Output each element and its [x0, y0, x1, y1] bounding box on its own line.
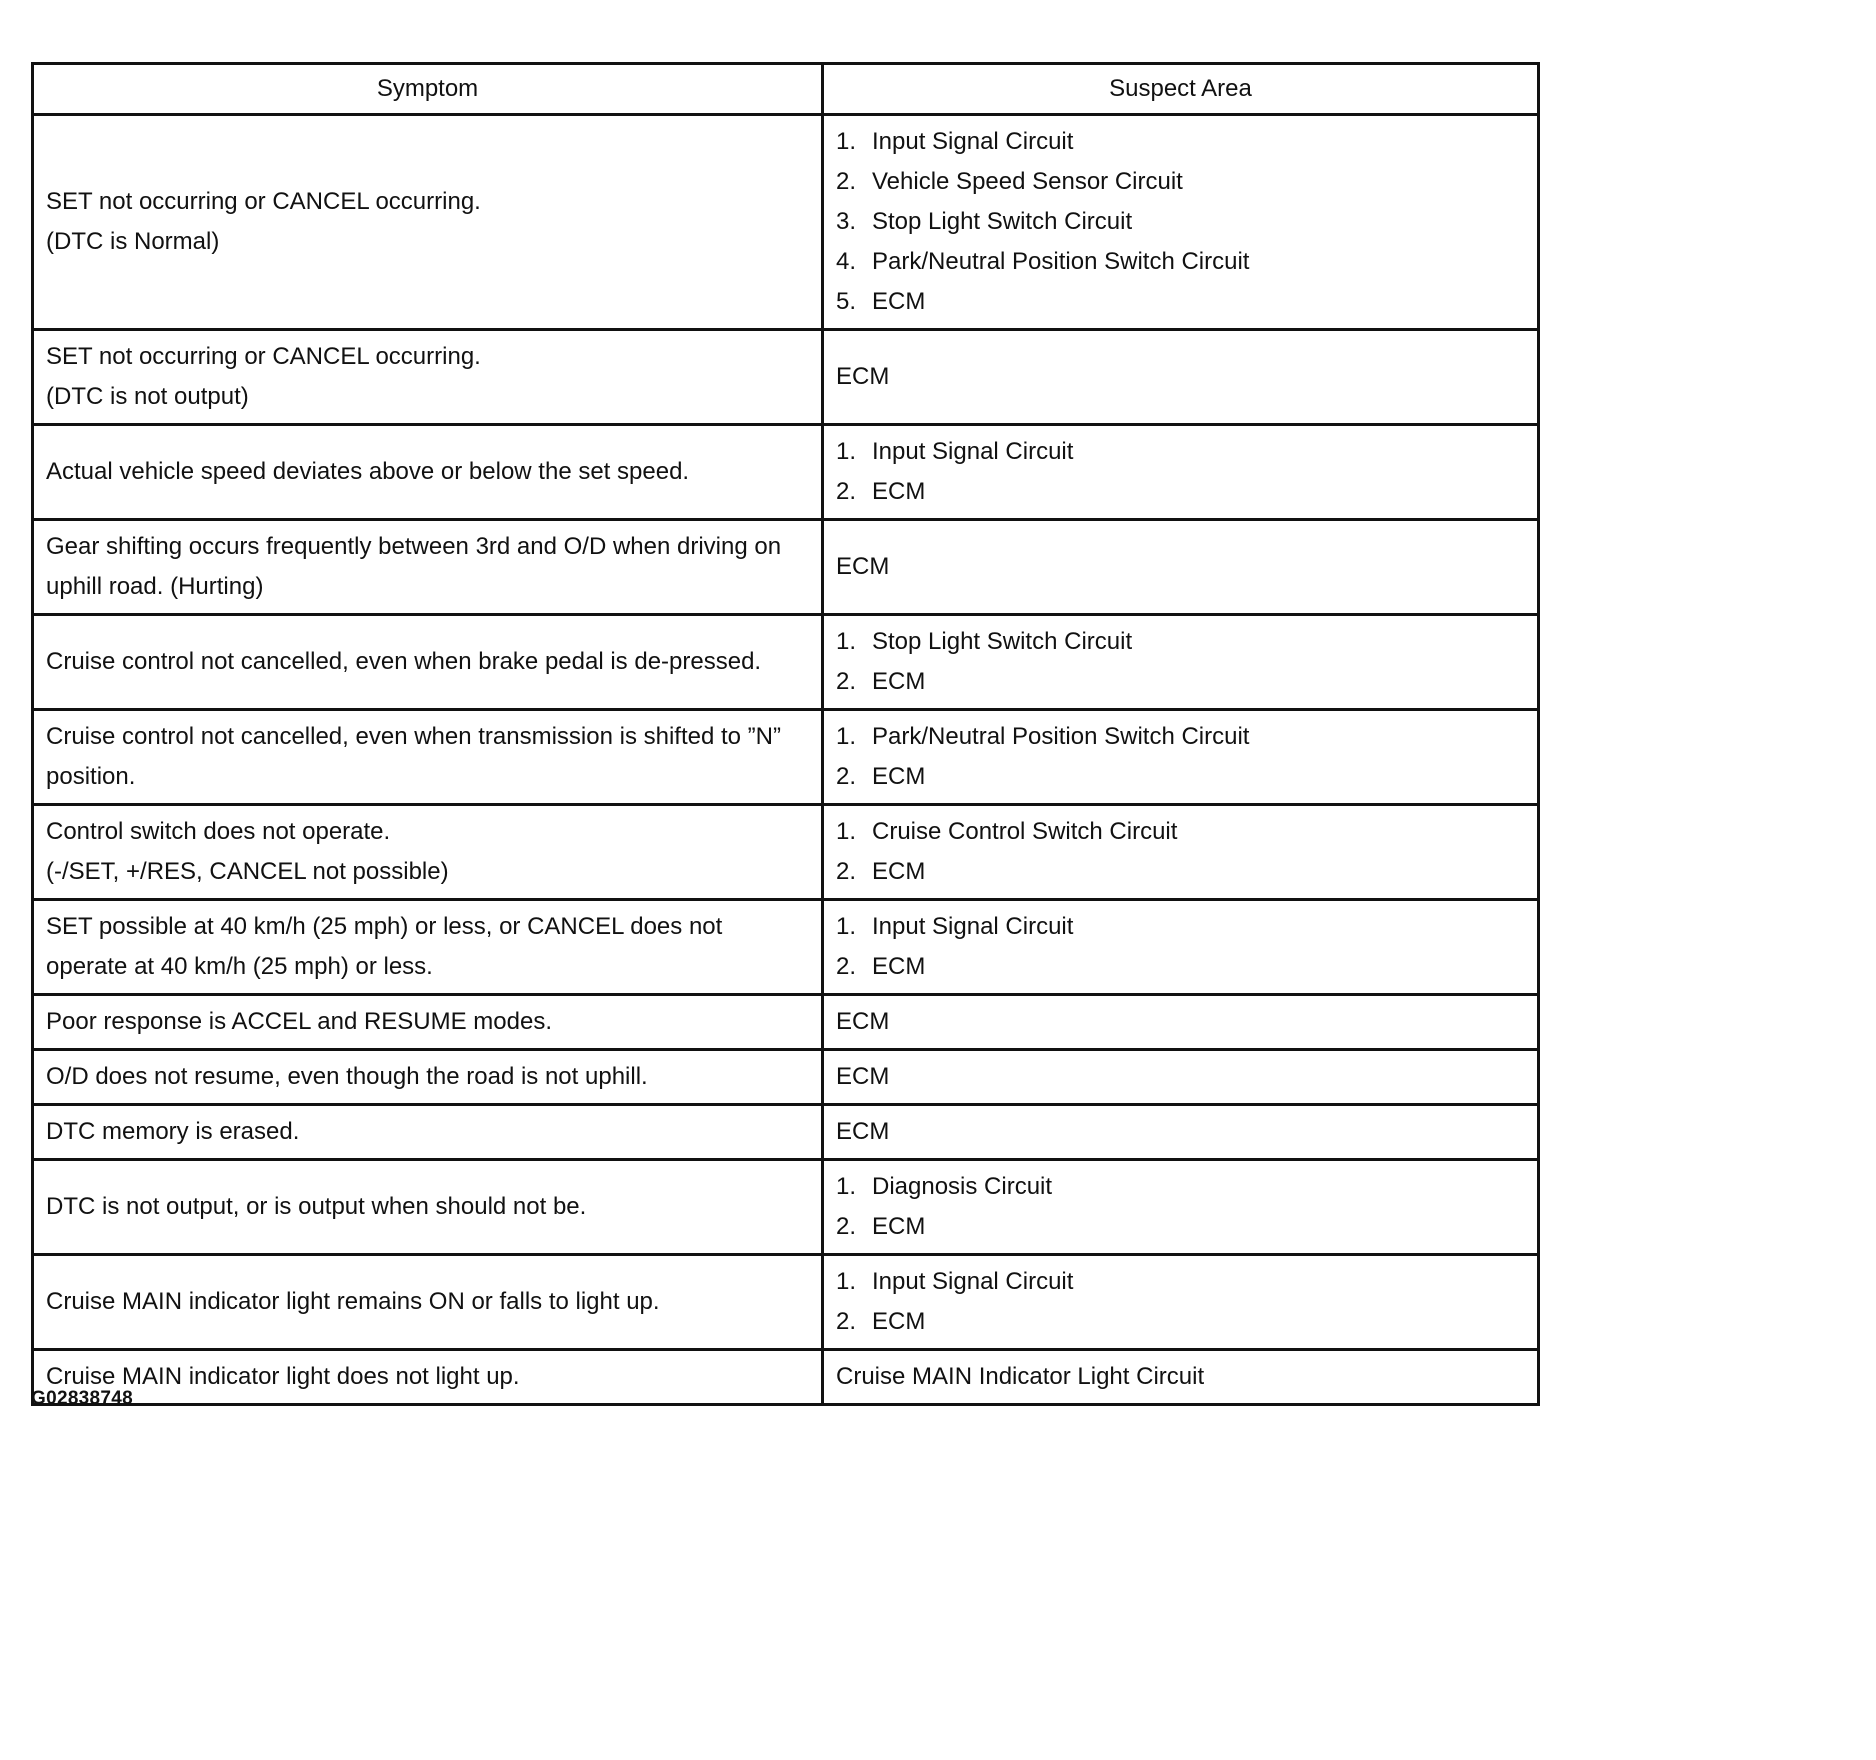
table-row: [33, 710, 1539, 805]
symptom-text: Control switch does not operate.: [46, 818, 391, 845]
symptom-cell: [33, 710, 823, 805]
item-number: 1.: [836, 818, 857, 845]
item-number: 2.: [836, 763, 857, 790]
table-row: [33, 995, 1539, 1050]
symptom-text: Actual vehicle speed deviates above or below the set speed.: [46, 458, 690, 485]
suspect-area-cell: [823, 520, 1539, 615]
suspect-item: [836, 282, 1525, 322]
table-row: [33, 1255, 1539, 1350]
item-number: 5.: [836, 288, 857, 315]
symptom-text: (DTC is Normal): [46, 228, 220, 255]
item-number: 2.: [836, 478, 857, 505]
item-number: 1.: [836, 1173, 857, 1200]
suspect-area-cell: [823, 1160, 1539, 1255]
item-label: ECM: [872, 668, 926, 695]
item-label: Input Signal Circuit: [872, 913, 1074, 940]
symptom-text: Cruise control not cancelled, even when brake pedal is de-pressed.: [46, 648, 762, 675]
table-row: [33, 1160, 1539, 1255]
suspect-item: ECM: [836, 1118, 890, 1145]
item-label: Cruise Control Switch Circuit: [872, 818, 1178, 845]
table-row: [33, 1350, 1539, 1405]
suspect-area-cell: [823, 615, 1539, 710]
symptom-cell: [33, 1350, 823, 1405]
suspect-item: ECM: [836, 363, 890, 390]
item-number: 2.: [836, 858, 857, 885]
symptom-cell: [33, 425, 823, 520]
table-row: [33, 1050, 1539, 1105]
item-number: 1.: [836, 723, 857, 750]
symptom-text: SET possible at 40 km/h (25 mph) or less, or CANCEL does not operate at 40 km/h (25 mph) or less.: [46, 913, 723, 980]
symptom-text: Cruise MAIN indicator light does not light up.: [46, 1363, 520, 1390]
suspect-item: [836, 432, 1525, 472]
item-label: Stop Light Switch Circuit: [872, 208, 1133, 235]
suspect-item: [836, 812, 1525, 852]
item-label: ECM: [872, 1308, 926, 1335]
suspect-item: [836, 122, 1525, 162]
item-number: 1.: [836, 1268, 857, 1295]
symptom-cell: [33, 115, 823, 330]
symptom-text: DTC memory is erased.: [46, 1118, 300, 1145]
symptom-text: SET not occurring or CANCEL occurring.: [46, 188, 481, 215]
symptom-cell: [33, 520, 823, 615]
table-row: [33, 115, 1539, 330]
figure-id: G02838748: [31, 1388, 134, 1409]
suspect-item: [836, 852, 1525, 892]
suspect-item: [836, 717, 1525, 757]
suspect-item: [836, 907, 1525, 947]
item-label: ECM: [872, 953, 926, 980]
symptom-text: Cruise control not cancelled, even when transmission is shifted to ”N” position.: [46, 723, 781, 790]
item-label: Stop Light Switch Circuit: [872, 628, 1133, 655]
suspect-area-cell: [823, 805, 1539, 900]
item-label: Park/Neutral Position Switch Circuit: [872, 248, 1250, 275]
symptom-cell: [33, 615, 823, 710]
table-header-row: [33, 64, 1539, 115]
item-label: ECM: [872, 288, 926, 315]
header-suspect-area: Suspect Area: [823, 64, 1539, 115]
symptom-cell: [33, 330, 823, 425]
header-symptom: Symptom: [33, 64, 823, 115]
item-number: 2.: [836, 1308, 857, 1335]
suspect-item: [836, 622, 1525, 662]
suspect-item: [836, 202, 1525, 242]
suspect-item: [836, 757, 1525, 797]
item-number: 2.: [836, 668, 857, 695]
item-label: Vehicle Speed Sensor Circuit: [872, 168, 1183, 195]
symptom-text: SET not occurring or CANCEL occurring.: [46, 343, 481, 370]
suspect-area-cell: [823, 1105, 1539, 1160]
suspect-item: ECM: [836, 1008, 890, 1035]
suspect-area-cell: [823, 425, 1539, 520]
symptom-cell: [33, 1050, 823, 1105]
suspect-area-cell: [823, 1255, 1539, 1350]
suspect-item: [836, 947, 1525, 987]
suspect-item: ECM: [836, 1063, 890, 1090]
table-row: [33, 330, 1539, 425]
symptom-text: Cruise MAIN indicator light remains ON or falls to light up.: [46, 1288, 660, 1315]
item-number: 3.: [836, 208, 857, 235]
suspect-area-cell: [823, 115, 1539, 330]
item-number: 1.: [836, 913, 857, 940]
suspect-area-cell: [823, 900, 1539, 995]
symptom-text: Gear shifting occurs frequently between 3rd and O/D when driving on uphill road. (Hurting): [46, 533, 782, 600]
symptom-text: Poor response is ACCEL and RESUME modes.: [46, 1008, 553, 1035]
symptom-cell: [33, 805, 823, 900]
item-label: Park/Neutral Position Switch Circuit: [872, 723, 1250, 750]
item-label: Diagnosis Circuit: [872, 1173, 1053, 1200]
suspect-item: [836, 1302, 1525, 1342]
symptom-suspect-table: [31, 62, 1540, 1406]
suspect-item: ECM: [836, 553, 890, 580]
symptom-cell: [33, 1160, 823, 1255]
table-row: [33, 805, 1539, 900]
item-number: 2.: [836, 168, 857, 195]
suspect-area-cell: [823, 330, 1539, 425]
suspect-item: [836, 162, 1525, 202]
suspect-item: [836, 472, 1525, 512]
suspect-item: [836, 662, 1525, 702]
symptom-text: (DTC is not output): [46, 383, 249, 410]
item-label: Input Signal Circuit: [872, 1268, 1074, 1295]
suspect-area-cell: [823, 995, 1539, 1050]
suspect-area-cell: [823, 1350, 1539, 1405]
suspect-item: [836, 1262, 1525, 1302]
suspect-item: Cruise MAIN Indicator Light Circuit: [836, 1363, 1205, 1390]
item-number: 1.: [836, 438, 857, 465]
item-label: ECM: [872, 478, 926, 505]
item-number: 1.: [836, 128, 857, 155]
suspect-item: [836, 242, 1525, 282]
symptom-text: (-/SET, +/RES, CANCEL not possible): [46, 858, 449, 885]
table-row: [33, 1105, 1539, 1160]
symptom-cell: [33, 1105, 823, 1160]
item-label: ECM: [872, 858, 926, 885]
table-row: [33, 615, 1539, 710]
suspect-item: [836, 1167, 1525, 1207]
symptom-text: DTC is not output, or is output when should not be.: [46, 1193, 587, 1220]
table-row: [33, 425, 1539, 520]
item-number: 2.: [836, 1213, 857, 1240]
item-label: ECM: [872, 1213, 926, 1240]
item-number: 1.: [836, 628, 857, 655]
table-row: [33, 520, 1539, 615]
item-number: 4.: [836, 248, 857, 275]
item-label: Input Signal Circuit: [872, 438, 1074, 465]
item-label: Input Signal Circuit: [872, 128, 1074, 155]
suspect-area-cell: [823, 1050, 1539, 1105]
document: [31, 62, 1537, 1406]
symptom-cell: [33, 900, 823, 995]
symptom-cell: [33, 1255, 823, 1350]
suspect-area-cell: [823, 710, 1539, 805]
symptom-text: O/D does not resume, even though the road is not uphill.: [46, 1063, 648, 1090]
suspect-item: [836, 1207, 1525, 1247]
table-row: [33, 900, 1539, 995]
item-number: 2.: [836, 953, 857, 980]
item-label: ECM: [872, 763, 926, 790]
symptom-cell: [33, 995, 823, 1050]
